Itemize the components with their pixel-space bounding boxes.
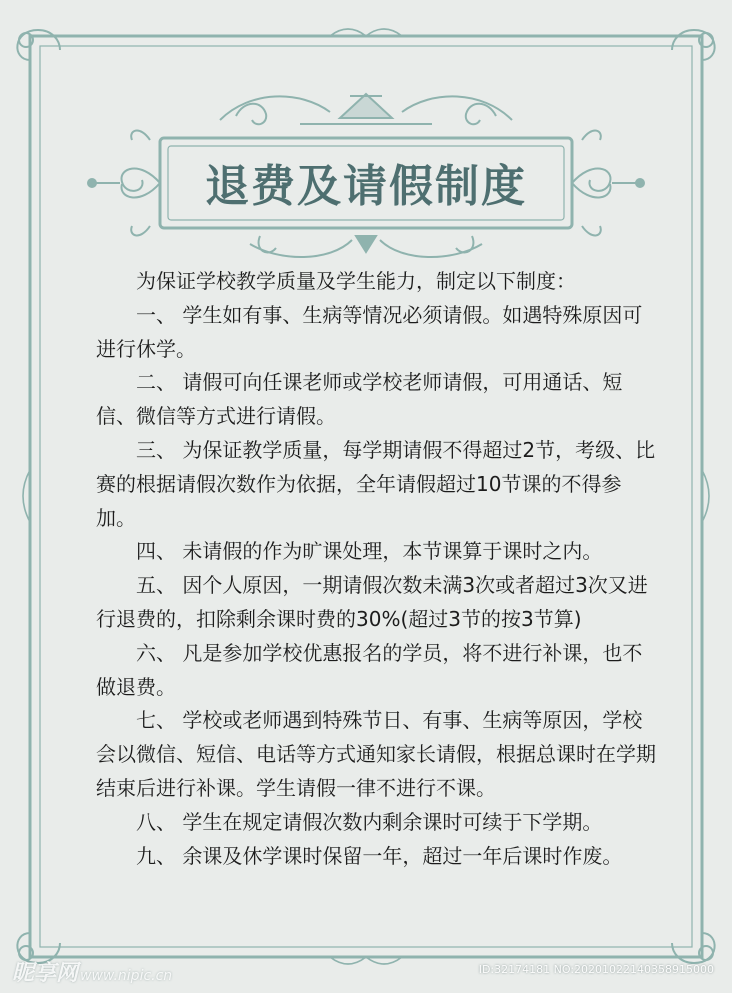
rule-item-2: 二、 请假可向任课老师或学校老师请假，可用通话、短信、微信等方式进行请假。 bbox=[96, 370, 623, 429]
rule-item-6: 六、 凡是参加学校优惠报名的学员，将不进行补课，也不做退费。 bbox=[96, 640, 643, 699]
watermark-url: www.nipic.cn bbox=[80, 968, 173, 984]
document-title: 退费及请假制度 bbox=[205, 161, 527, 212]
rule-item-9: 九、 余课及休学课时保留一年，超过一年后课时作废。 bbox=[136, 843, 623, 868]
rule-item-5: 五、 因个人原因，一期请假次数未满3次或者超过3次又进行退费的，扣除剩余课时费的30%(超过3节的按3节算) bbox=[96, 573, 648, 631]
rule-item-8: 八、 学生在规定请假次数内剩余课时可续于下学期。 bbox=[136, 809, 603, 834]
rule-item-3: 三、 为保证教学质量，每学期请假不得超过2节，考级、比赛的根据请假次数作为依据，全年请假超过10节课的不得参加。 bbox=[96, 437, 656, 530]
watermark-logo-text: 昵享网 bbox=[12, 961, 79, 986]
rule-item-7: 七、 学校或老师遇到特殊节日、有事、生病等原因，学校会以微信、短信、电话等方式通知家长请假，根据总课时在学期结束后进行补课。学生请假一律不进行不课。 bbox=[96, 708, 656, 800]
intro-paragraph: 为保证学校教学质量及学生能力，制定以下制度： bbox=[136, 269, 576, 293]
document-body bbox=[96, 265, 656, 873]
watermark-id: ID:32174181 NO:20201022140358915000 bbox=[478, 963, 714, 976]
watermark-logo bbox=[12, 956, 172, 987]
rule-item-4: 四、 未请假的作为旷课处理，本节课算于课时之内。 bbox=[136, 539, 603, 564]
rule-item-1: 一、 学生如有事、生病等情况必须请假。如遇特殊原因可进行休学。 bbox=[96, 302, 643, 361]
